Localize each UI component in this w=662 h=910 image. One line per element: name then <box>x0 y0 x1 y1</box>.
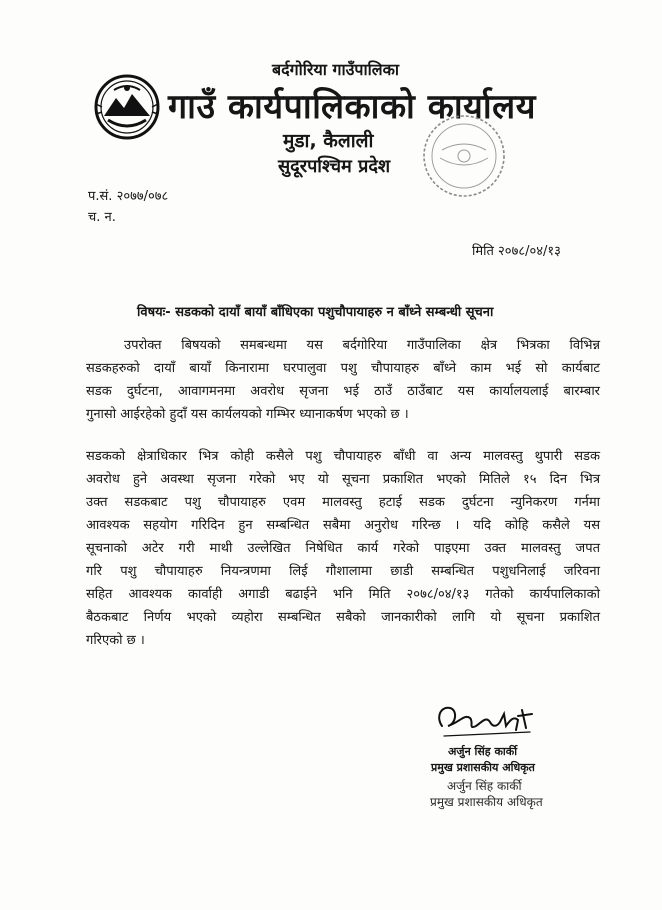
paragraph-1 <box>86 334 600 426</box>
signatory-name: अर्जुन सिंह कार्की <box>448 745 518 758</box>
paragraph-line: अवरोध हुने अवस्था सृजना गरेको भए यो सूचना प्रकाशित भएको मितिले १५ दिन भित्र <box>86 472 600 487</box>
chalani-number: च. न. <box>88 210 116 225</box>
paragraph-line: उक्त सडकबाट पशु चौपायाहरु एवम मालवस्तु हटाई सडक दुर्घटना न्युनिकरण गर्नमा <box>86 495 600 510</box>
paragraph-line: सूचनाको अटेर गरी माथी उल्लेखित निषेधित कार्य गरेको पाइएमा उक्त मालवस्तु जपत <box>86 541 600 556</box>
signatory-title: प्रमुख प्रशासकीय अधिकृत <box>431 761 535 774</box>
stamp-title: प्रमुख प्रशासकीय अधिकृत <box>430 795 543 809</box>
paragraph-line: आवश्यक सहयोग गरिदिन हुन सम्बन्धित सबैमा अनुरोध गरिन्छ । यदि कोहि कसैले यस <box>86 518 600 533</box>
office-seal-icon <box>420 112 508 200</box>
letter-date: मिति २०७८/०४/१३ <box>472 244 561 259</box>
paragraph-line: गरि पशु चौपायाहरु नियन्त्रणमा लिई गौशालामा छाडी सम्बन्धित पशुधनिलाई जरिवना <box>86 564 600 579</box>
patra-sankhya: प.सं. २०७७/०७८ <box>88 189 169 204</box>
province-name: सुदूरपश्चिम प्रदेश <box>278 156 391 177</box>
letter-subject: विषयः- सडकको दायाँ बायाँ बाँधिएका पशुचौपायाहरु न बाँध्ने सम्बन्धी सूचना <box>137 305 494 320</box>
office-address: मुडा, कैलाली <box>283 130 374 152</box>
municipality-name: बर्दगोरिया गाउँपालिका <box>272 60 400 79</box>
paragraph-line: सडक दुर्घटना, आवागमनमा अवरोध सृजना भई ठाउँ ठाउँबाट यस कार्यालयलाई बारम्बार <box>86 384 600 399</box>
paragraph-line: उपरोक्त बिषयको समबन्धमा यस बर्दगोरिया गाउँपालिका क्षेत्र भित्रका विभिन्न <box>124 338 600 353</box>
paragraph-line: सहित आवश्यक कार्वाही अगाडी बढाईने भनि मिति २०७८/०४/१३ गतेको कार्यपालिकाको <box>86 587 600 602</box>
office-name: गाउँ कार्यपालिकाको कार्यालय <box>168 87 536 127</box>
paragraph-2 <box>86 445 600 652</box>
paragraph-line: गुनासो आईरहेको हुदाँ यस कार्यलयको गम्भिर ध्यानाकर्षण भएको छ । <box>86 407 409 422</box>
paragraph-line: बैठकबाट निर्णय भएको व्यहोरा सम्बन्धित सबैको जानकारीको लागि यो सूचना प्रकाशित <box>86 610 600 625</box>
paragraph-line: सडकहरुको दायाँ बायाँ किनारामा घरपालुवा पशु चौपायाहरु बाँध्ने काम भई सो कार्यबाट <box>86 361 600 376</box>
handwritten-signature <box>430 696 542 744</box>
stamp-name: अर्जुन सिंह कार्की <box>447 779 522 793</box>
nepal-emblem-icon <box>94 74 160 140</box>
paragraph-line: सडकको क्षेत्राधिकार भित्र कोही कसैले पशु चौपायाहरु बाँधी वा अन्य मालवस्तु थुपारी सडक <box>86 449 600 464</box>
paragraph-line: गरिएको छ । <box>86 633 145 648</box>
